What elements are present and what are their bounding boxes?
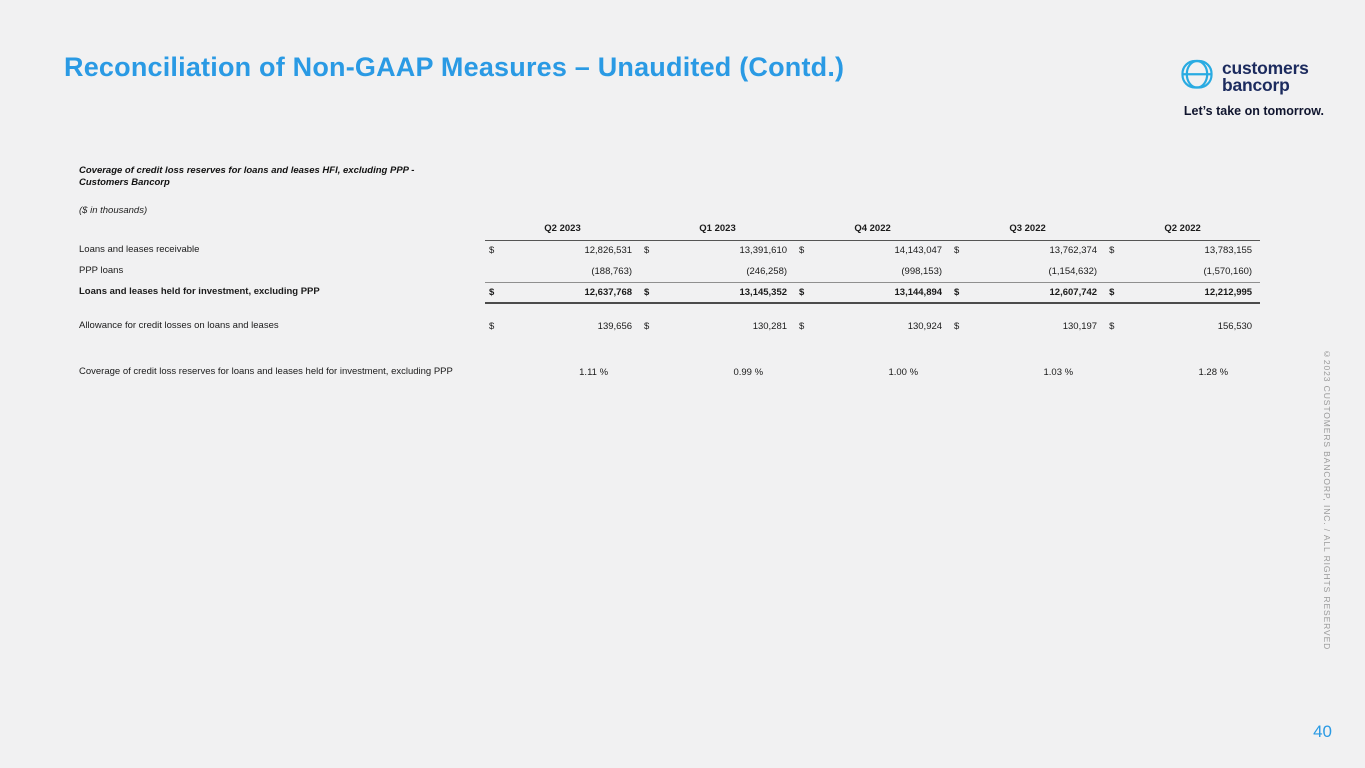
cell-value: (188,763) [591,265,633,277]
cell-value: 1.03 % [1043,366,1074,378]
row-label: Allowance for credit losses on loans and leases [79,320,279,332]
column-header-q1-2023: Q1 2023 [640,222,795,240]
cell-value: (1,154,632) [1048,265,1098,277]
cell-value: 0.99 % [733,366,764,378]
cell-value: (998,153) [901,265,943,277]
empty-cell [485,261,507,282]
logo-word-customers: customers [1222,58,1309,79]
column-header-q3-2022: Q3 2022 [950,222,1105,240]
table-header-row [79,222,1260,240]
currency-symbol: $ [485,282,507,303]
row-label: Coverage of credit loss reserves for loans and leases held for investment, excluding PPP [79,365,453,377]
empty-cell [795,357,817,387]
currency-symbol: $ [640,282,662,303]
customers-bancorp-logo-icon [1181,59,1213,95]
currency-symbol: $ [954,245,960,257]
reconciliation-table [79,222,1260,387]
logo-wordmark [1222,60,1309,93]
cell-value: 130,924 [907,321,943,332]
copyright-vertical-text: ©2023 CUSTOMERS BANCORP, INC. / ALL RIGHTS RESERVED [1322,349,1332,651]
empty-cell [950,261,972,282]
cell-value: 13,762,374 [1049,245,1098,257]
row-label: Loans and leases held for investment, excluding PPP [79,286,320,298]
cell-value: 12,637,768 [507,282,640,303]
table-row-loans-hfi-total [79,282,1260,303]
column-header-q2-2023: Q2 2023 [485,222,640,240]
units-note: ($ in thousands) [79,205,148,216]
empty-cell [640,261,662,282]
currency-symbol: $ [1109,321,1115,332]
column-header-q2-2022: Q2 2022 [1105,222,1260,240]
table-caption: Coverage of credit loss reserves for loans and leases HFI, excluding PPP - Customers Bancorp [79,165,415,189]
cell-value: 156,530 [1217,321,1253,332]
table-row-coverage-ratio [79,357,1260,387]
logo-word-bancorp: bancorp [1222,75,1290,95]
cell-value: 12,607,742 [972,282,1105,303]
header-spacer [79,222,485,240]
table-row-loans-receivable [79,240,1260,261]
cell-value: 13,783,155 [1204,245,1253,257]
cell-value: 12,212,995 [1127,282,1260,303]
cell-value: 1.00 % [888,366,919,378]
company-logo [1181,59,1309,95]
empty-cell [485,357,507,387]
row-label: Loans and leases receivable [79,244,200,256]
row-label: PPP loans [79,265,124,277]
cell-value: 130,197 [1062,321,1098,332]
currency-symbol: $ [489,245,495,257]
table-row-ppp-loans [79,261,1260,282]
spacer-row [79,337,1260,357]
currency-symbol: $ [799,321,805,332]
currency-symbol: $ [950,282,972,303]
cell-value: 13,145,352 [662,282,795,303]
cell-value: (246,258) [746,265,788,277]
currency-symbol: $ [644,321,650,332]
currency-symbol: $ [1105,282,1127,303]
page-number: 40 [1313,722,1332,741]
cell-value: 13,144,894 [817,282,950,303]
currency-symbol: $ [489,321,495,332]
brand-tagline: Let’s take on tomorrow. [1183,104,1324,118]
cell-value: 130,281 [752,321,788,332]
cell-value: 1.11 % [579,366,609,378]
cell-value: 13,391,610 [739,245,788,257]
empty-cell [1105,261,1127,282]
empty-cell [640,357,662,387]
currency-symbol: $ [644,245,650,257]
cell-value: 12,826,531 [584,245,633,257]
currency-symbol: $ [1109,245,1115,257]
empty-cell [950,357,972,387]
currency-symbol: $ [795,282,817,303]
cell-value: 14,143,047 [894,245,943,257]
page-title: Reconciliation of Non-GAAP Measures – Unaudited (Contd.) [64,52,845,82]
cell-value: 1.28 % [1198,366,1229,378]
column-header-q4-2022: Q4 2022 [795,222,950,240]
cell-value: 139,656 [597,321,633,332]
table-row-allowance [79,316,1260,337]
empty-cell [1105,357,1127,387]
spacer-row [79,303,1260,316]
spacer [79,337,1260,357]
currency-symbol: $ [799,245,805,257]
spacer [79,303,1260,316]
cell-value: (1,570,160) [1203,265,1253,277]
currency-symbol: $ [954,321,960,332]
empty-cell [795,261,817,282]
